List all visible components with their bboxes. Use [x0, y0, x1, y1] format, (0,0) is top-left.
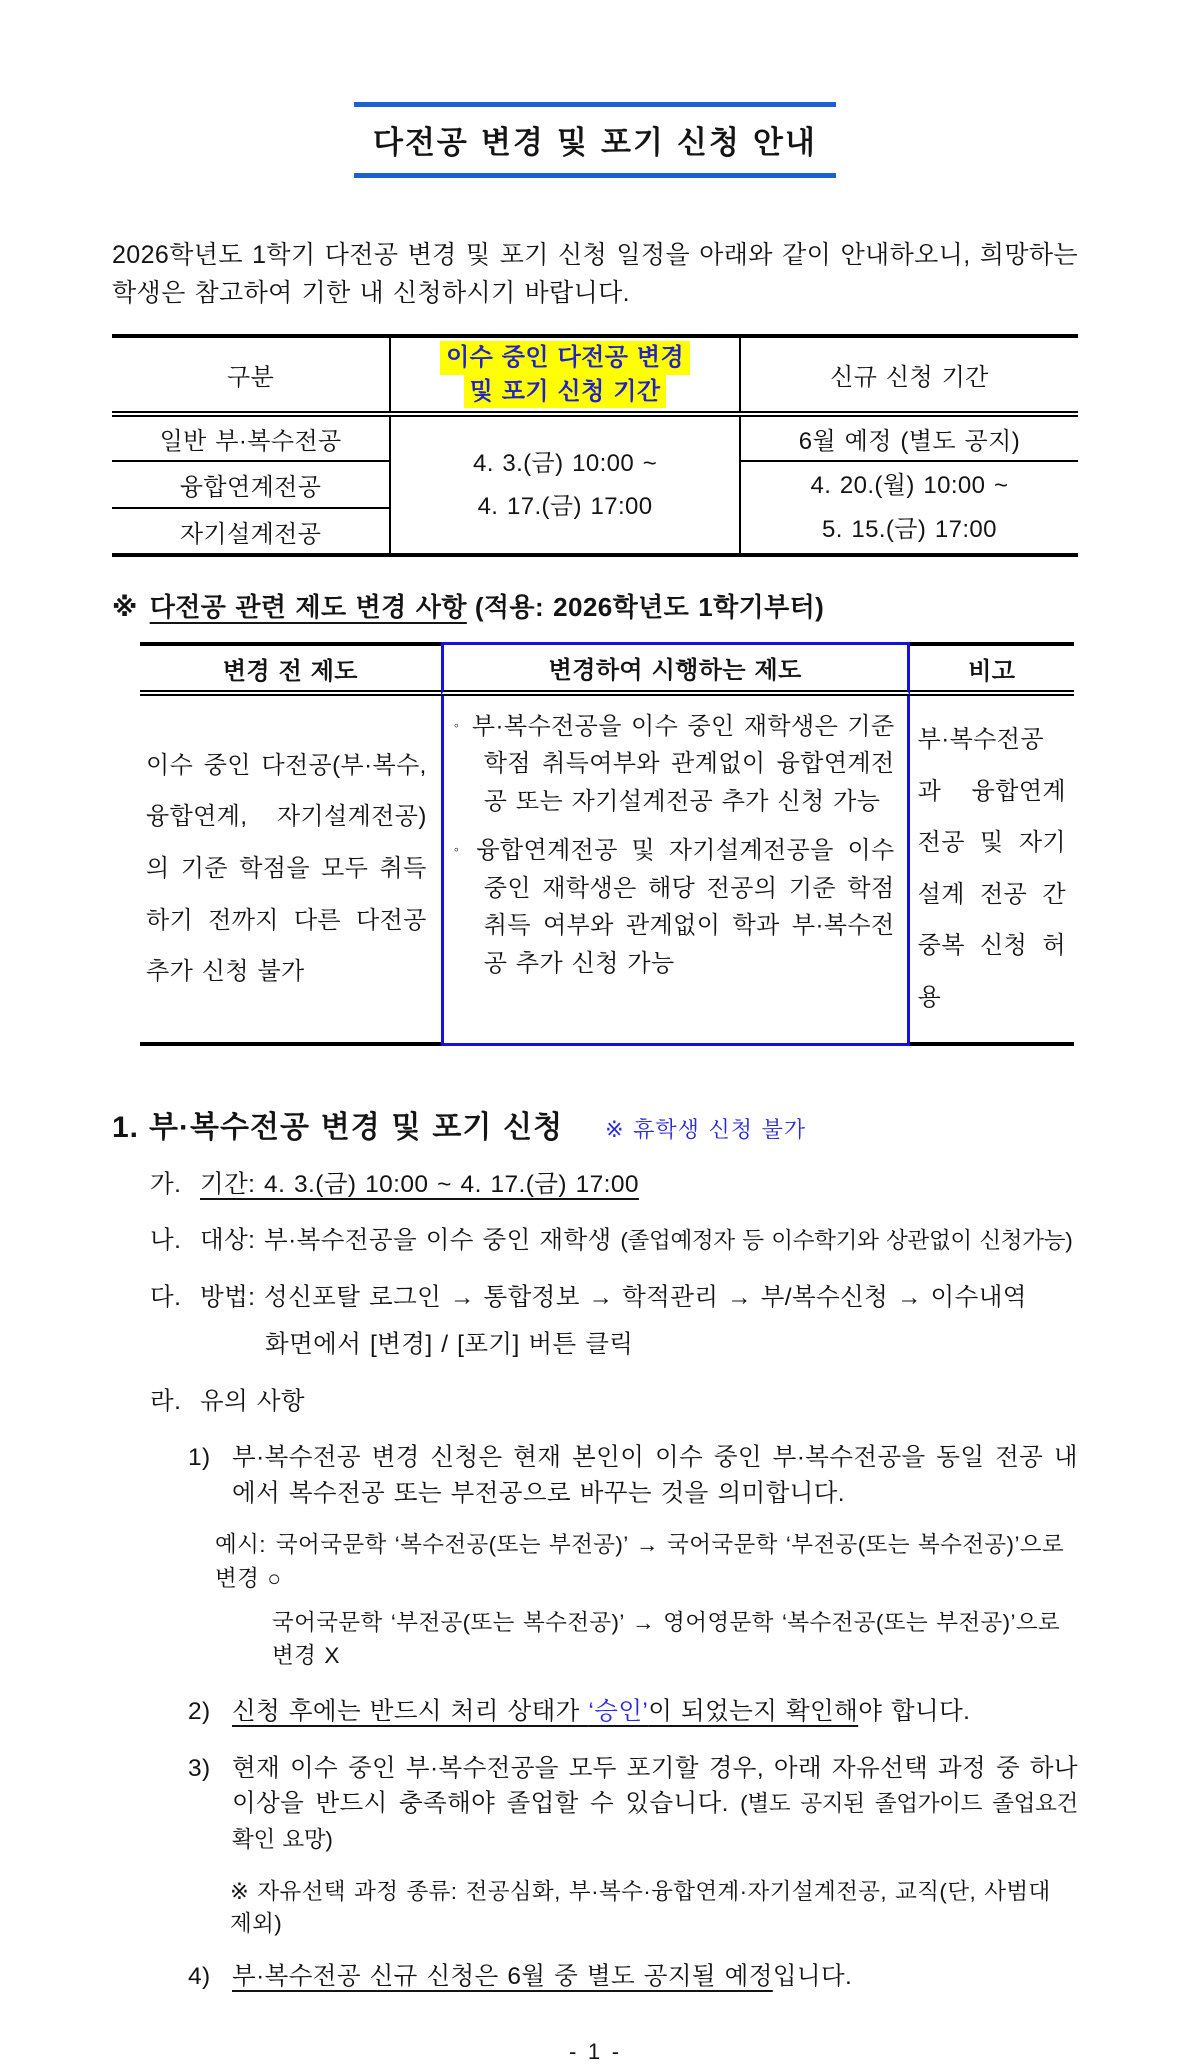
section-1-heading — [112, 1102, 1078, 1146]
underlined-text — [232, 1698, 858, 1725]
schedule-header-change-period — [390, 336, 740, 414]
example-block — [112, 1528, 1078, 1673]
period-line: 4. 3.(금) 10:00 ~ — [472, 449, 658, 477]
item-label: 라. — [150, 1387, 182, 1415]
bullet-icon: ◦ — [453, 842, 465, 859]
item-label: 가. — [150, 1170, 182, 1198]
note-2 — [112, 1694, 1078, 1730]
note-2-tail: 야 합니다. — [858, 1698, 971, 1726]
note-text — [232, 1959, 1078, 1995]
item-line: 방법: 성신포탈 로그인 → 통합정보 → 학적관리 → 부/복수신청 → 이수내역 — [200, 1283, 1027, 1311]
item-line: 화면에서 [변경] / [포기] 버튼 클릭 — [265, 1331, 634, 1359]
highlighted-header-line: 및 포기 신청 기간 — [464, 375, 667, 408]
policy-after-item-text: 부·복수전공을 이수 중인 재학생은 기준 학점 취득여부와 관계없이 융합연계전공 또는 자기설계전공 추가 신청 가능 — [471, 713, 895, 815]
note-2-approved-highlight: ‘승인’ — [588, 1698, 649, 1726]
period-line: 4. 20.(월) 10:00 ~ — [810, 472, 1009, 500]
schedule-row-label: 융합연계전공 — [112, 461, 390, 508]
item-text — [200, 1280, 1078, 1363]
policy-header-remark: 비고 — [910, 642, 1074, 696]
policy-after-item — [454, 832, 895, 982]
underlined-text: 기간: 4. 3.(금) 10:00 ~ 4. 17.(금) 17:00 — [200, 1170, 639, 1198]
intro-paragraph: 2026학년도 1학기 다전공 변경 및 포기 신청 일정을 아래와 같이 안내하오니, 희망하는 학생은 참고하여 기한 내 신청하시기 바랍니다. — [112, 241, 1078, 307]
period-line: 4. 17.(금) 17:00 — [477, 493, 653, 520]
note-3-paren-text: (별도 공지된 졸업가이드 졸업요건 확인 요망) — [232, 1791, 1078, 1852]
item-paren-text: (졸업예정자 등 이수학기와 상관없이 신청가능) — [620, 1228, 1073, 1254]
underlined-text: 부·복수전공 신규 신청은 6월 중 별도 공지될 예정 — [232, 1963, 773, 1991]
schedule-new-period-rows23 — [740, 461, 1078, 555]
note-1 — [112, 1440, 1078, 1511]
item-text — [200, 1223, 1078, 1259]
schedule-header-category: 구분 — [112, 336, 390, 414]
note-text — [232, 1694, 1078, 1730]
section-1-title — [112, 1102, 563, 1146]
section-1-number: 1. — [112, 1110, 140, 1144]
schedule-header-new-period: 신규 신청 기간 — [740, 336, 1078, 414]
note-2-after: 이 되었는지 확인해 — [648, 1698, 859, 1726]
note-text — [232, 1751, 1078, 1858]
note-3-sub-note: ※ 자유선택 과정 종류: 전공심화, 부·복수·융합연계·자기설계전공, 교직(단, 사범대 제외) — [230, 1879, 1051, 1937]
policy-after-cell — [441, 696, 910, 1046]
item-text: 유의 사항 — [200, 1387, 305, 1415]
policy-header-after: 변경하여 시행하는 제도 — [441, 642, 910, 696]
example-text: 국어국문학 ‘복수전공(또는 부전공)’ → 국어국문학 ‘부전공(또는 복수전공)’으로 변경 ○ — [215, 1532, 1065, 1591]
item-label: 나. — [150, 1227, 182, 1255]
note-2-before: 신청 후에는 반드시 처리 상태가 — [232, 1698, 589, 1726]
item-ra — [112, 1384, 1078, 1420]
period-line: 5. 15.(금) 17:00 — [821, 515, 997, 543]
note-label: 3) — [188, 1754, 211, 1782]
note-label: 4) — [188, 1963, 211, 1991]
note-4 — [112, 1959, 1078, 1995]
policy-table-header-row — [140, 642, 1074, 696]
schedule-row-label: 자기설계전공 — [179, 520, 322, 548]
policy-table-body-row — [140, 696, 1074, 1046]
reference-mark-icon: ※ — [112, 592, 138, 622]
item-ga — [112, 1167, 1078, 1203]
example-line: 국어국문학 ‘부전공(또는 복수전공)’ → 영어영문학 ‘복수전공(또는 부전공)’으로 변경 X — [272, 1609, 1061, 1669]
policy-header-before: 변경 전 제도 — [140, 642, 441, 696]
policy-heading-underlined: 다전공 관련 제도 변경 사항 — [149, 592, 467, 622]
policy-heading — [112, 587, 1078, 624]
note-3-main-text: 현재 이수 중인 부·복수전공을 모두 포기할 경우, 아래 자유선택 과정 중 하나 이상을 반드시 충족해야 졸업할 수 있습니다. — [232, 1754, 1078, 1818]
document-content — [0, 236, 1190, 2065]
bullet-icon: ◦ — [453, 718, 460, 734]
note-text: 부·복수전공 변경 신청은 현재 본인이 이수 중인 부·복수전공을 동일 전공 내에서 복수전공 또는 부전공으로 바꾸는 것을 의미합니다. — [232, 1444, 1078, 1507]
schedule-table — [112, 334, 1078, 557]
note-label: 1) — [188, 1444, 211, 1472]
example-label: 예시: — [215, 1532, 266, 1558]
schedule-new-period-row1: 6월 예정 (별도 공지) — [740, 414, 1078, 461]
document-title: 다전공 변경 및 포기 신청 안내 — [373, 125, 817, 160]
policy-after-item-text: 융합연계전공 및 자기설계전공을 이수 중인 재학생은 해당 전공의 기준 학점 취득 여부와 관계없이 학과 부·복수전공 추가 신청 가능 — [476, 837, 895, 977]
schedule-row-label: 일반 부·복수전공 — [112, 414, 390, 461]
policy-before-cell: 이수 중인 다전공(부·복수, 융합연계, 자기설계전공)의 기준 학점을 모두 취득하기 전까지 다른 다전공 추가 신청 불가 — [140, 696, 441, 1046]
section-1-title-text: 부·복수전공 변경 및 포기 신청 — [149, 1110, 564, 1144]
policy-table — [140, 642, 1074, 1046]
document-page — [0, 102, 1190, 2064]
item-da — [112, 1280, 1078, 1363]
policy-after-item — [454, 708, 895, 820]
item-text — [200, 1167, 1078, 1203]
highlighted-header-line: 이수 중인 다전공 변경 — [440, 341, 690, 374]
policy-remark-cell: 부·복수전공과 융합연계전공 및 자기설계 전공 간 중복 신청 허용 — [910, 696, 1074, 1046]
schedule-table-header-row — [112, 336, 1078, 414]
page-number: - 1 - — [568, 2038, 622, 2064]
item-label: 다. — [150, 1283, 182, 1311]
note-label: 2) — [188, 1698, 211, 1726]
schedule-table-row — [112, 414, 1078, 461]
item-main-text: 대상: 부·복수전공을 이수 중인 재학생 — [200, 1227, 621, 1255]
note-4-tail: 입니다. — [772, 1963, 853, 1991]
policy-heading-suffix: (적용: 2026학년도 1학기부터) — [474, 592, 825, 622]
schedule-change-period-cell — [390, 414, 740, 555]
document-title-block — [354, 102, 836, 178]
item-na — [112, 1223, 1078, 1259]
section-1-side-note: ※ 휴학생 신청 불가 — [605, 1116, 807, 1142]
note-3 — [112, 1751, 1078, 1858]
example-line — [215, 1528, 1078, 1596]
